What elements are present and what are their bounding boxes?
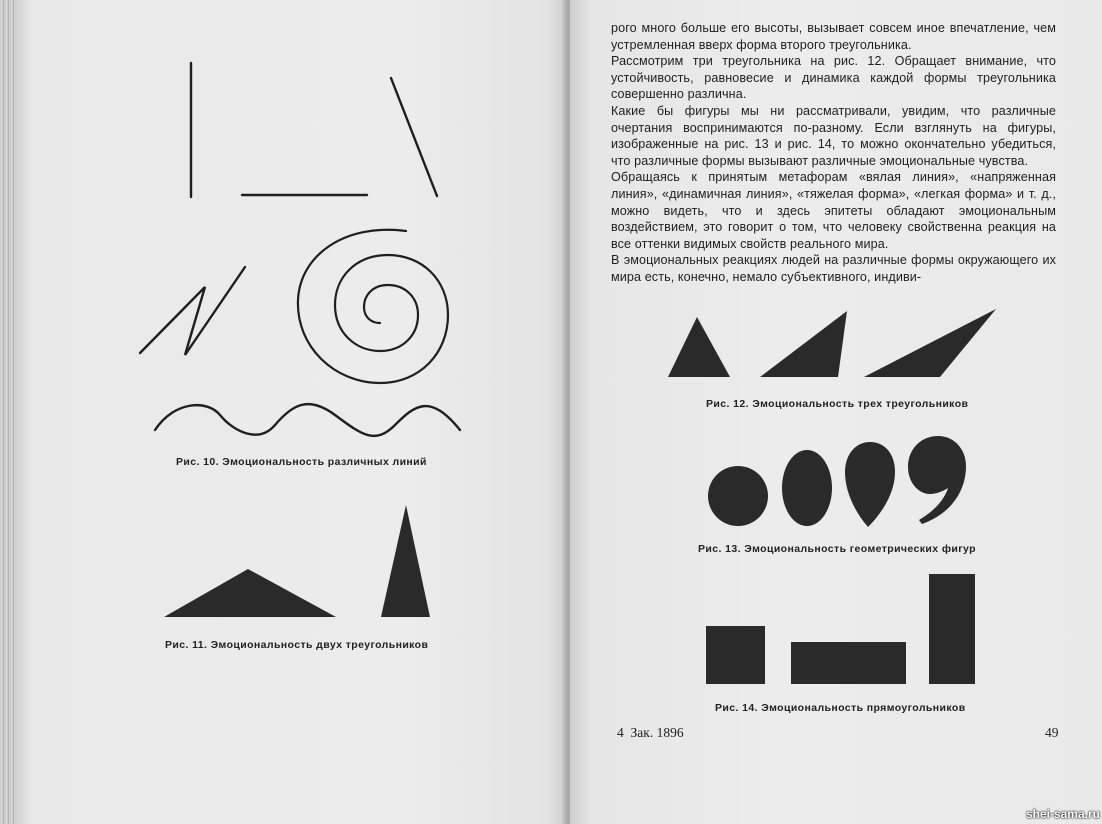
square-rect bbox=[706, 626, 765, 684]
wide-rect bbox=[791, 642, 906, 684]
wide-triangle bbox=[164, 569, 336, 617]
paragraph-2: Рассмотрим три треугольника на рис. 12. Обращает внимание, что устойчивость, равновесие и динамика каждой формы треугольника совершенно различна. bbox=[611, 54, 1056, 102]
zigzag-line bbox=[140, 267, 245, 355]
print-order-note: 4 Зак. 1896 bbox=[617, 725, 684, 740]
oval-shape bbox=[782, 450, 832, 526]
circle-shape bbox=[708, 466, 768, 526]
figure-13-caption: Рис. 13. Эмоциональность геометрических фигур bbox=[698, 543, 976, 555]
figure-12-triangles bbox=[660, 305, 1005, 385]
body-text bbox=[611, 20, 1056, 286]
figure-14-rectangles bbox=[700, 570, 980, 686]
paragraph-4: Обращаясь к принятым метафорам «вялая линия», «напряженная линия», «динамичная линия», «тяжелая форма», «легкая форма» и т. д., можно видеть, что и здесь эпитеты обладают эмоциональным воздействием, это говорит о том, что человеку свойственна реакция на все оттенки видимых свойств реального мира. bbox=[611, 170, 1056, 251]
spiral-line bbox=[298, 230, 448, 383]
paragraph-5: В эмоциональных реакциях людей на различные формы окружающего их мира есть, конечно, немало субъективного, индиви- bbox=[611, 253, 1056, 284]
tall-triangle bbox=[381, 505, 430, 617]
wave-line bbox=[155, 404, 460, 436]
figure-11-caption: Рис. 11. Эмоциональность двух треугольников bbox=[165, 639, 429, 651]
paragraph-3: Какие бы фигуры мы ни рассматривали, увидим, что различные очертания воспринимаются по-разному. Если взглянуть на фигуры, изображенные на рис. 13 и рис. 14, то можно окончательно убедиться, что различные формы вызывают различные эмоциональные чувства. bbox=[611, 103, 1056, 168]
medium-triangle bbox=[760, 311, 847, 377]
figure-10-lines bbox=[130, 55, 470, 445]
figure-13-shapes bbox=[700, 432, 970, 532]
drop-shape bbox=[845, 442, 895, 527]
figure-10-caption: Рис. 10. Эмоциональность различных линий bbox=[176, 456, 427, 468]
figure-11-triangles bbox=[160, 500, 440, 622]
figure-14-caption: Рис. 14. Эмоциональность прямоугольников bbox=[715, 702, 966, 714]
figure-12-caption: Рис. 12. Эмоциональность трех треугольников bbox=[706, 398, 969, 410]
comma-shape bbox=[908, 436, 966, 524]
paragraph-1: рого много больше его высоты, вызывает совсем иное впечатление, чем устремленная вверх форма второго треугольника. bbox=[611, 21, 1056, 52]
page-edges bbox=[0, 0, 14, 824]
page-number: 49 bbox=[1045, 725, 1059, 740]
diagonal-line bbox=[391, 78, 437, 196]
tall-rect bbox=[929, 574, 975, 684]
equilateral-triangle bbox=[668, 317, 730, 377]
site-watermark: shei-sama.ru bbox=[1025, 807, 1100, 821]
long-triangle bbox=[864, 309, 996, 377]
